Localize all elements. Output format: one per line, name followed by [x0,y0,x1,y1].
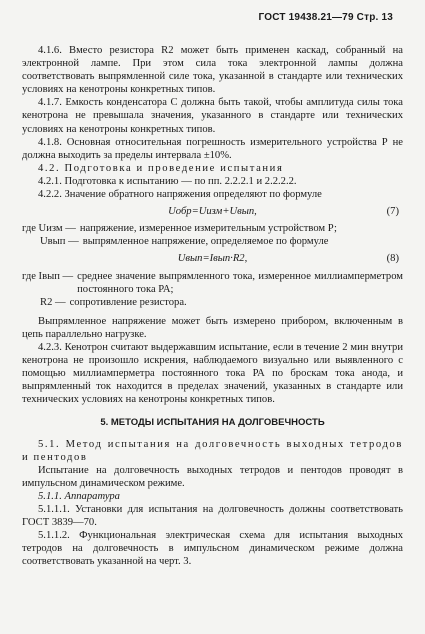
paragraph-5-1-1-2: 5.1.1.2. Функциональная электрическая схема для испытания выходных тетродов на долговечность в импульсном динамическом режиме должна соответствовать указанной на черт. 3. [22,530,403,568]
apparatus-heading: 5.1.1. Аппаратура [38,490,120,502]
definition-r2 [22,296,403,309]
definition-value: среднее значение выпрямленного тока, измеренное миллиамперметром постоянного тока РА; [77,270,403,295]
definition-key: Uвып — [40,236,79,248]
subsection-heading-4-2: 4.2. Подготовка и проведение испытания [38,162,284,174]
definition-key: где Uизм — [22,223,76,235]
paragraph-5-1-1 [22,490,403,503]
paragraph-voltage-note: Выпрямленное напряжение может быть измерено прибором, включенным в цепь параллельно нагрузке. [22,315,403,340]
formula-8 [22,252,403,265]
definition-u-izm [22,222,403,235]
formula-8-expression: Uвып=Iвып·R2, [177,253,248,265]
paragraph-4-2-2: 4.2.2. Значение обратного напряжения определяют по формуле [38,189,322,201]
definition-value: выпрямленное напряжение, определяемое по формуле [82,236,329,248]
page-header: ГОСТ 19438.21—79 Стр. 13 [258,12,393,23]
subsection-heading-5-1: 5.1. Метод испытания на долговечность выходных тетродов и пентодов [22,438,403,463]
section-heading-5: 5. МЕТОДЫ ИСПЫТАНИЯ НА ДОЛГОВЕЧНОСТЬ [100,417,325,429]
definition-i-vyp [22,270,403,296]
definition-value: сопротивление резистора. [69,296,187,308]
definition-u-vyp [22,235,403,248]
paragraph-4-1-6: 4.1.6. Вместо резистора R2 может быть применен каскад, собранный на электронной лампе. При этом сила тока электронной лампы должна соответствовать выпрямленной силе тока, указанной в стандарте или технических условиях на кенотроны конкретных типов. [22,45,403,96]
paragraph-4-2-1: 4.2.1. Подготовка к испытанию — по пп. 2.2.2.1 и 2.2.2.2. [38,175,297,187]
formula-7 [22,205,403,218]
definition-key: R2 — [40,296,66,308]
paragraph-5-1-1-1: 5.1.1.1. Установки для испытания на долговечность должны соответствовать ГОСТ 3839—70. [22,504,403,529]
paragraph-5-1-intro: Испытание на долговечность выходных тетродов и пентодов проводят в импульсном динамическом режиме. [22,464,403,489]
paragraph-4-1-8: 4.1.8. Основная относительная погрешность измерительного устройства Р не должна выходить за пределы интервала ±10%. [22,136,403,161]
definition-key: где Iвып — [22,270,74,282]
formula-7-expression: Uобр=Uизм+Uвып, [168,206,257,218]
document-body [22,44,403,568]
formula-7-number: (7) [386,206,399,218]
definition-value: напряжение, измеренное измерительным устройством Р; [79,223,337,235]
formula-8-number: (8) [386,253,399,265]
paragraph-4-2-3: 4.2.3. Кенотрон считают выдержавшим испытание, если в течение 2 мин внутри кенотрона не произошло искрения, наблюдаемого визуально или выявленного с помощью миллиамперметра постоянного тока РА по броскам тока анода, и выпрямленный ток находится в пределах значений, указанных в стандарте или технических условиях на кенотроны конкретных типов. [22,341,403,406]
paragraph-4-1-7: 4.1.7. Емкость конденсатора С должна быть такой, чтобы амплитуда силы тока кенотрона не превышала значения, указанного в стандарте или технических условиях на кенотроны конкретных типов. [22,97,403,135]
